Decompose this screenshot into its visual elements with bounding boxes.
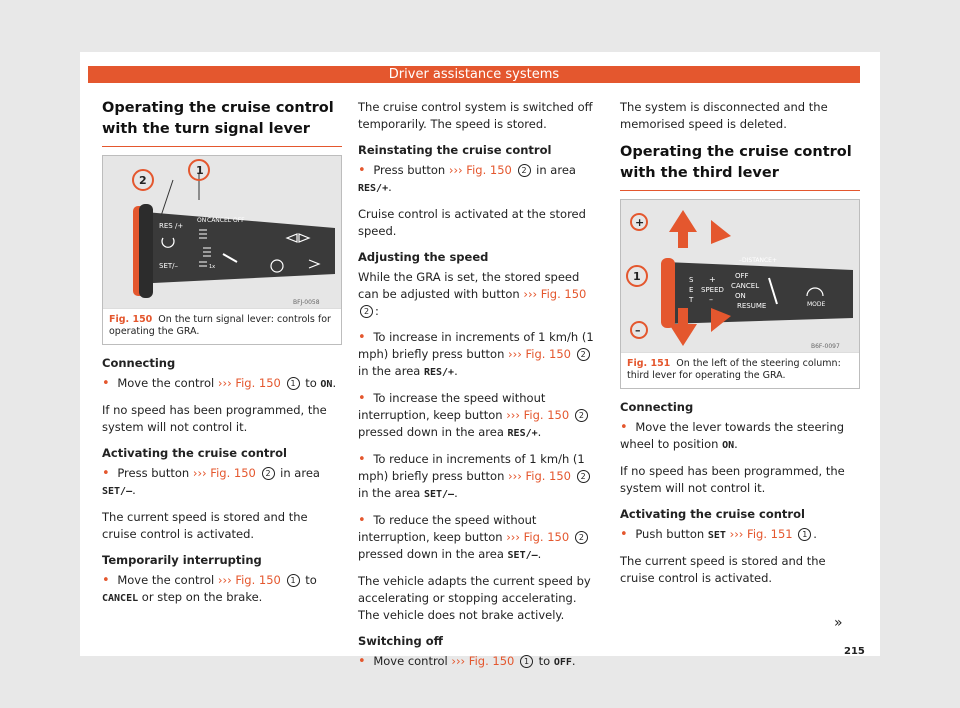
bullet-text: Move control — [373, 654, 448, 668]
subhead-activating: Activating the cruise control — [620, 507, 805, 521]
paragraph-text: While the GRA is set, the stored speed can be adjusted with button — [358, 270, 580, 301]
subhead-adjusting: Adjusting the speed — [358, 250, 489, 264]
callout-number: 2 — [360, 305, 373, 318]
figure-link[interactable]: ››› Fig. 150 — [523, 287, 587, 301]
continue-icon: » — [834, 615, 843, 631]
figure-caption — [103, 308, 341, 344]
callout-number: 1 — [287, 377, 300, 390]
list-item — [102, 375, 342, 393]
bullet-text: Move the control — [117, 376, 215, 390]
bullet-text: in area — [536, 163, 576, 177]
control-key: RES/+ — [358, 183, 389, 194]
third-lever-illustration — [621, 200, 859, 352]
bullet-text: . — [734, 437, 738, 451]
list-item — [358, 329, 600, 381]
list-item — [358, 512, 600, 564]
lever-label-distance: –DISTANCE+ — [739, 257, 777, 264]
bullet-text: To reduce the speed without interruption, keep button — [358, 513, 537, 544]
figure-link[interactable]: ››› Fig. 150 — [506, 530, 570, 544]
figure-link[interactable]: ››› Fig. 150 — [217, 573, 281, 587]
control-key: SET/– — [423, 489, 455, 500]
control-key: SET/– — [102, 486, 133, 497]
list-item — [358, 162, 600, 197]
page-number: 215 — [844, 646, 865, 657]
bullet-text: Push button — [635, 527, 705, 541]
lever-label-cancel: CANCEL — [207, 217, 232, 224]
callout-number: 1 — [520, 655, 533, 668]
bullet-text: Press button — [373, 163, 446, 177]
subhead-connecting: Connecting — [102, 356, 176, 370]
bullet-text: Move the control — [117, 573, 215, 587]
bullet-text: . — [388, 180, 392, 194]
bullet-text: pressed down in the area — [358, 425, 504, 439]
figure-caption-text: On the turn signal lever: controls for operating the GRA. — [109, 314, 331, 337]
callout-number: 1 — [798, 528, 811, 541]
callout-number: 2 — [575, 531, 588, 544]
bullet-text: to — [538, 654, 551, 668]
callout-1: 1 — [633, 270, 641, 283]
column-3 — [620, 99, 860, 596]
list-item — [620, 526, 860, 544]
figure-code: BFJ-0058 — [293, 299, 320, 306]
figure-link[interactable]: ››› Fig. 150 — [508, 347, 572, 361]
paragraph: The cruise control system is switched off temporarily. The speed is stored. — [358, 100, 593, 131]
figure-caption-text: On the left of the steering column: third lever for operating the GRA. — [627, 358, 841, 381]
list-item — [358, 451, 600, 503]
callout-1: 1 — [196, 164, 204, 177]
subhead-switching-off: Switching off — [358, 634, 443, 648]
figure-link[interactable]: ››› Fig. 150 — [508, 469, 572, 483]
control-key: OFF — [553, 657, 572, 668]
lever-label-cancel: CANCEL — [731, 282, 760, 290]
lever-label-mode: MODE — [807, 301, 826, 308]
figure-caption — [621, 352, 859, 388]
lever-label-e: E — [689, 286, 694, 294]
bullet-text: to — [305, 573, 317, 587]
bullet-text: . — [454, 486, 458, 500]
paragraph: The current speed is stored and the cruise control is activated. — [620, 554, 826, 585]
callout-minus: – — [635, 324, 641, 337]
paragraph-text: : — [375, 304, 379, 318]
lever-label-resume: RESUME — [737, 302, 767, 310]
subhead-temporarily: Temporarily interrupting — [102, 553, 262, 567]
figure-link[interactable]: ››› Fig. 150 — [448, 163, 512, 177]
lever-label-speed: SPEED — [701, 286, 724, 294]
section-header: Driver assistance systems — [88, 66, 860, 83]
figure-link[interactable]: ››› Fig. 150 — [217, 376, 281, 390]
bullet-text: . — [537, 425, 542, 439]
figure-150 — [102, 155, 342, 345]
lever-label-s: S — [689, 276, 694, 284]
lever-label-plus: + — [709, 275, 716, 284]
subhead-connecting: Connecting — [620, 400, 694, 414]
control-key: ON — [320, 379, 333, 390]
callout-2: 2 — [139, 174, 147, 187]
figure-link[interactable]: ››› Fig. 150 — [506, 408, 570, 422]
paragraph: The vehicle adapts the current speed by accelerating or stopping accelerating. The vehicle does not brake actively. — [358, 574, 591, 622]
control-key: ON — [722, 440, 735, 451]
callout-number: 2 — [518, 164, 531, 177]
control-key: RES/+ — [507, 428, 538, 439]
figure-link[interactable]: ››› Fig. 150 — [451, 654, 515, 668]
control-key: RES/+ — [423, 367, 455, 378]
control-key: CANCEL — [102, 593, 139, 604]
paragraph: The system is disconnected and the memorised speed is deleted. — [620, 100, 828, 131]
bullet-text: To reduce in increments of 1 km/h (1 mph) briefly press button — [358, 452, 585, 483]
bullet-text: in area — [280, 466, 320, 480]
paragraph: The current speed is stored and the cruise control is activated. — [102, 510, 308, 541]
callout-number: 2 — [577, 470, 590, 483]
figure-label: Fig. 150 — [109, 314, 153, 325]
figure-151 — [620, 199, 860, 389]
paragraph: If no speed has been programmed, the system will not control it. — [102, 403, 327, 434]
column-2 — [358, 99, 600, 680]
figure-link[interactable]: ››› Fig. 151 — [729, 527, 793, 541]
section-heading-turn-signal: Operating the cruise control with the turn signal lever — [102, 98, 342, 147]
section-heading-third-lever: Operating the cruise control with the third lever — [620, 142, 860, 191]
list-item — [102, 465, 342, 500]
bullet-text: To increase the speed without interruption, keep button — [358, 391, 546, 422]
callout-number: 1 — [287, 574, 300, 587]
lever-label-off: OFF — [735, 272, 749, 280]
bullet-text: Press button — [117, 466, 190, 480]
column-1 — [102, 96, 342, 616]
lever-label-res: RES /+ — [159, 222, 184, 230]
callout-number: 2 — [575, 409, 588, 422]
bullet-text: . — [332, 376, 337, 390]
paragraph: If no speed has been programmed, the system will not control it. — [620, 464, 845, 495]
callout-number: 2 — [577, 348, 590, 361]
control-key: SET/– — [507, 550, 538, 561]
bullet-text: To increase in increments of 1 km/h (1 mph) briefly press button — [358, 330, 594, 361]
paragraph — [358, 269, 600, 320]
bullet-text: in the area — [358, 364, 421, 378]
bullet-text: . — [813, 527, 817, 541]
figure-code: B6F-0097 — [811, 343, 840, 350]
bullet-text: . — [571, 654, 576, 668]
bullet-text: . — [454, 364, 458, 378]
paragraph: Cruise control is activated at the stored speed. — [358, 207, 586, 238]
list-item — [102, 572, 342, 607]
figure-link[interactable]: ››› Fig. 150 — [192, 466, 256, 480]
bullet-text: in the area — [358, 486, 421, 500]
lever-label-on: ON — [197, 217, 207, 224]
lever-label-1x: 1x — [209, 264, 216, 270]
bullet-text: . — [132, 483, 136, 497]
list-item — [620, 419, 860, 454]
list-item — [358, 653, 600, 671]
lever-label-set: SET/– — [159, 262, 179, 270]
bullet-text: . — [537, 547, 542, 561]
bullet-text: pressed down in the area — [358, 547, 504, 561]
bullet-text: to — [305, 376, 317, 390]
lever-label-minus: – — [709, 295, 713, 304]
lever-label-t: T — [689, 296, 694, 304]
turn-signal-lever-illustration — [103, 156, 341, 308]
callout-number: 2 — [262, 467, 275, 480]
bullet-text: or step on the brake. — [141, 590, 263, 604]
subhead-activating: Activating the cruise control — [102, 446, 287, 460]
lever-label-off: OFF — [233, 217, 245, 224]
control-key: SET — [707, 530, 726, 541]
figure-label: Fig. 151 — [627, 358, 671, 369]
list-item — [358, 390, 600, 442]
bullet-text: Move the lever towards the steering wheel to position — [620, 420, 845, 451]
lever-label-on: ON — [735, 292, 746, 300]
callout-plus: + — [635, 216, 645, 229]
subhead-reinstating: Reinstating the cruise control — [358, 143, 552, 157]
